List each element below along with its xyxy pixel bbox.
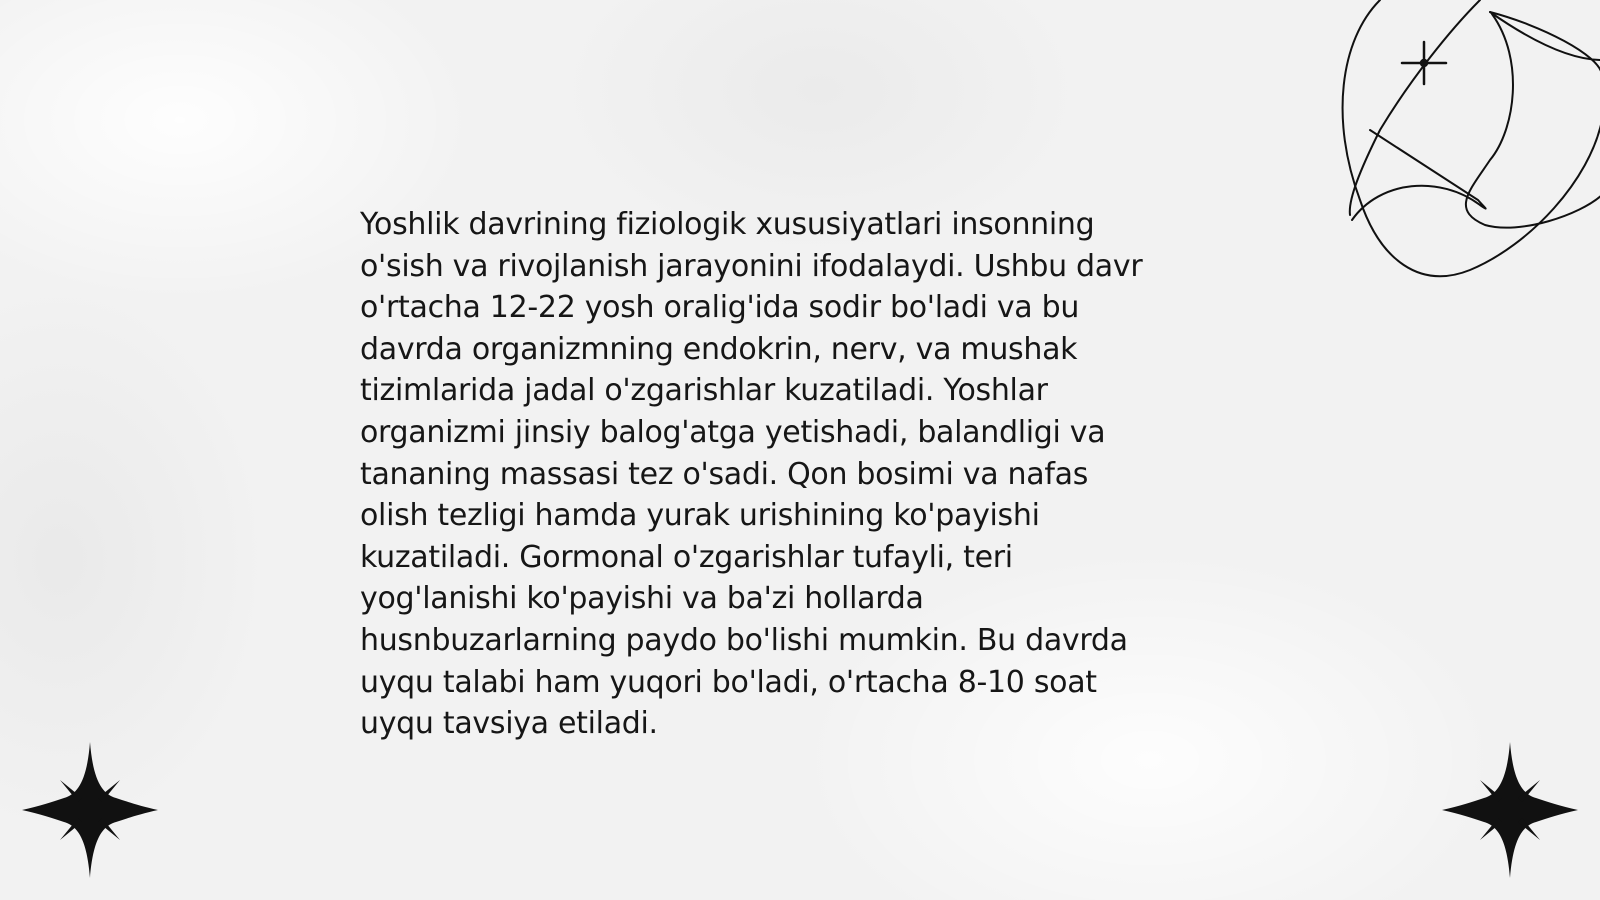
four-point-star-icon [20,740,160,880]
sparkle-icon [1402,42,1446,84]
body-paragraph: Yoshlik davrining fiziologik xususiyatlari insonning o'sish va rivojlanish jarayonini ifodalaydi. Ushbu davr o'rtacha 12-22 yosh oralig'ida sodir bo'ladi va bu davrda organizmning endokrin, nerv, va mushak tizimlarida jadal o'zgarishlar kuzatiladi. Yoshlar organizmi jinsiy balog'atga yetishadi, balandligi va tananing massasi tez o'sadi. Qon bosimi va nafas olish tezligi hamda yurak urishining ko'payishi kuzatiladi. Gormonal o'zgarishlar tufayli, teri yog'lanishi ko'payishi va ba'zi hollarda husnbuzarlarning paydo bo'lishi mumkin. Bu davrda uyqu talabi ham yuqori bo'ladi, o'rtacha 8-10 soat uyqu tavsiya etiladi. [360,207,1143,742]
four-point-star-icon [1440,740,1580,880]
orbit-swirl-icon [1340,0,1600,290]
